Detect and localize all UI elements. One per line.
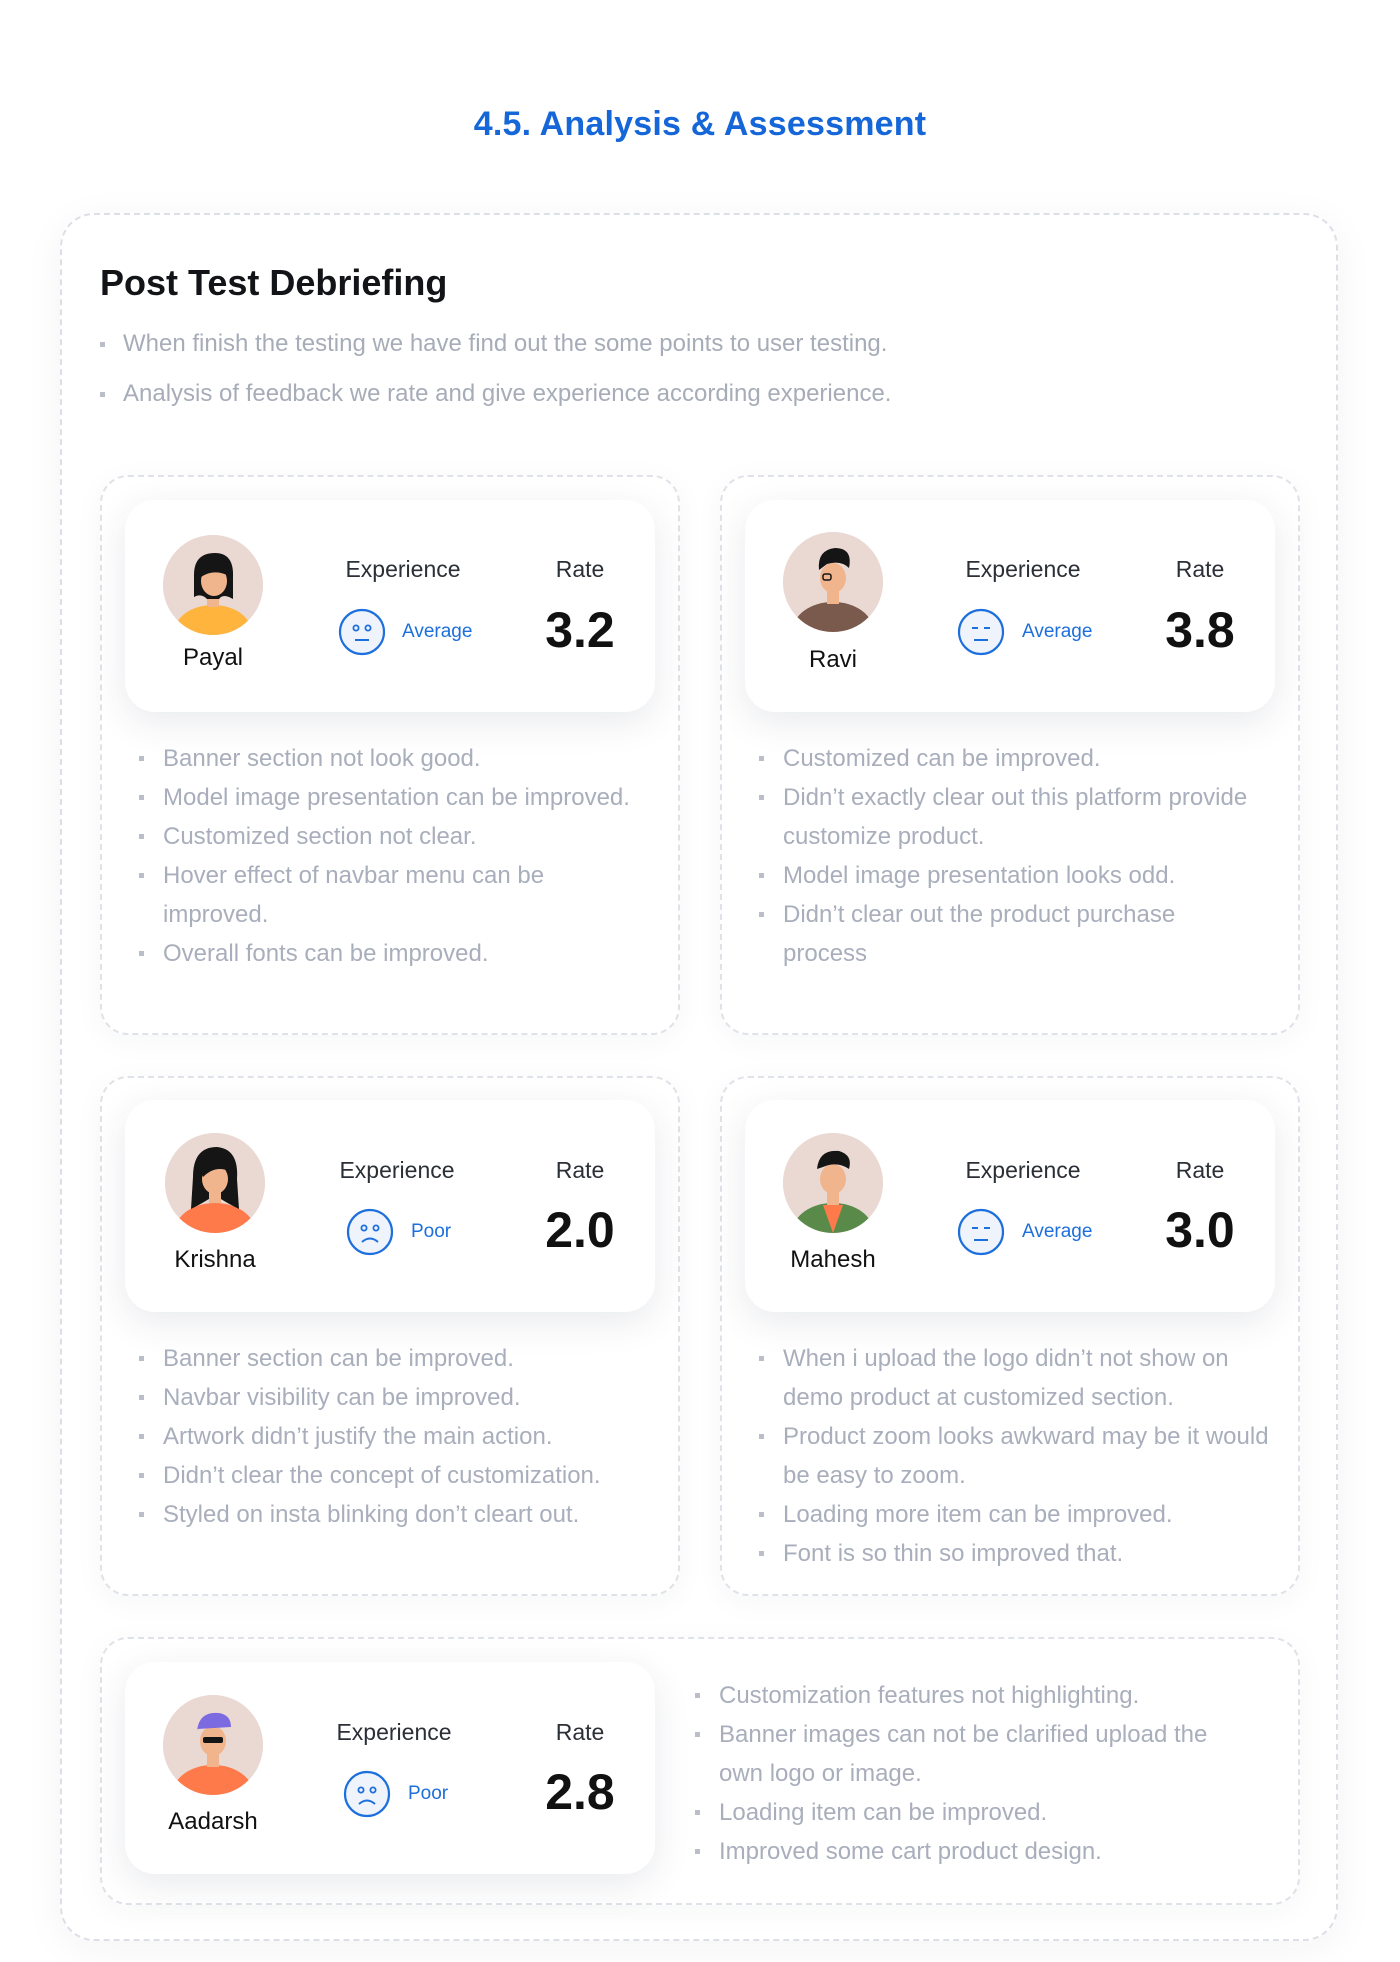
list-item: Didn’t clear the concept of customization. [139,1456,659,1495]
list-item: Didn’t clear out the product purchase process [759,895,1259,973]
experience-value: Average [1022,1221,1093,1242]
list-item: Customization features not highlighting. [695,1676,1255,1715]
bullet-icon [139,834,144,839]
list-item: Improved some cart product design. [695,1832,1255,1871]
experience-label: Experience [336,1719,452,1745]
rate-value: 2.8 [545,1764,615,1820]
bullet-icon [759,1356,764,1361]
user-name: Krishna [174,1246,256,1273]
bullet-icon [139,951,144,956]
bullet-icon [139,1512,144,1517]
avatar-ravi [783,532,883,632]
rate-label: Rate [555,556,605,582]
avatar-aadarsh [163,1695,263,1795]
rate-label: Rate [555,1157,605,1183]
page-heading: Post Test Debriefing [100,262,448,303]
rate-value: 2.0 [545,1202,615,1258]
user-name: Ravi [808,646,857,673]
bullet-icon [759,756,764,761]
list-item: Product zoom looks awkward may be it would be easy to zoom. [759,1417,1279,1495]
rate-label: Rate [1175,1157,1225,1183]
bullet-icon [100,392,105,397]
bullet-icon [695,1810,700,1815]
list-item: Banner section not look good. [139,739,639,778]
avatar-krishna [165,1133,265,1233]
list-item: Didn’t exactly clear out this platform provide customize product. [759,778,1259,856]
bullet-icon [139,873,144,878]
bullet-icon [759,1434,764,1439]
rate-value: 3.8 [1165,602,1235,658]
list-item: Customized can be improved. [759,739,1259,778]
list-item: Loading item can be improved. [695,1793,1255,1832]
user-name: Mahesh [790,1246,876,1273]
neutral-face-icon [957,608,1005,656]
rate-label: Rate [555,1719,605,1745]
bullet-icon [759,795,764,800]
feedback-list [695,1676,1255,1871]
rate-label: Rate [1175,556,1225,582]
bullet-icon [695,1849,700,1854]
list-item: Hover effect of navbar menu can be improved. [139,856,639,934]
intro-item: When finish the testing we have find out the some points to user testing. [100,325,891,375]
feedback-list [139,1339,659,1534]
bullet-icon [759,1512,764,1517]
list-item: Loading more item can be improved. [759,1495,1279,1534]
user-name: Payal [182,644,244,671]
list-item: Styled on insta blinking don’t cleart out. [139,1495,659,1534]
sad-face-icon [346,1208,394,1256]
experience-label: Experience [965,556,1081,582]
feedback-list [759,1339,1279,1573]
bullet-icon [695,1732,700,1737]
intro-item: Analysis of feedback we rate and give experience according experience. [100,375,891,425]
user-name: Aadarsh [168,1808,258,1835]
bullet-icon [759,912,764,917]
list-item: Customized section not clear. [139,817,639,856]
neutral-face-icon [957,1208,1005,1256]
bullet-icon [139,756,144,761]
list-item: Navbar visibility can be improved. [139,1378,659,1417]
bullet-icon [139,1434,144,1439]
bullet-icon [139,1473,144,1478]
list-item: Banner section can be improved. [139,1339,659,1378]
section-title: 4.5. Analysis & Assessment [473,105,927,143]
bullet-icon [759,873,764,878]
bullet-icon [695,1693,700,1698]
intro-list [100,325,891,425]
list-item: Artwork didn’t justify the main action. [139,1417,659,1456]
experience-value: Average [402,621,473,642]
experience-label: Experience [965,1157,1081,1183]
list-item: Font is so thin so improved that. [759,1534,1279,1573]
experience-value: Poor [408,1783,449,1804]
avatar-payal [163,535,263,635]
bullet-icon [759,1551,764,1556]
list-item: Model image presentation can be improved. [139,778,639,817]
list-item: Banner images can not be clarified upload the own logo or image. [695,1715,1255,1793]
rate-value: 3.2 [545,602,615,658]
bullet-icon [100,342,105,347]
list-item: Model image presentation looks odd. [759,856,1259,895]
list-item: When i upload the logo didn’t not show on demo product at customized section. [759,1339,1279,1417]
bullet-icon [139,1356,144,1361]
experience-value: Poor [411,1221,452,1242]
experience-label: Experience [339,1157,455,1183]
feedback-list [759,739,1259,973]
bullet-icon [139,795,144,800]
sad-face-icon [343,1770,391,1818]
bullet-icon [139,1395,144,1400]
avatar-mahesh [783,1133,883,1233]
list-item: Overall fonts can be improved. [139,934,639,973]
experience-label: Experience [345,556,461,582]
experience-value: Average [1022,621,1093,642]
neutral-face-icon [338,608,386,656]
feedback-list [139,739,639,973]
rate-value: 3.0 [1165,1202,1235,1258]
